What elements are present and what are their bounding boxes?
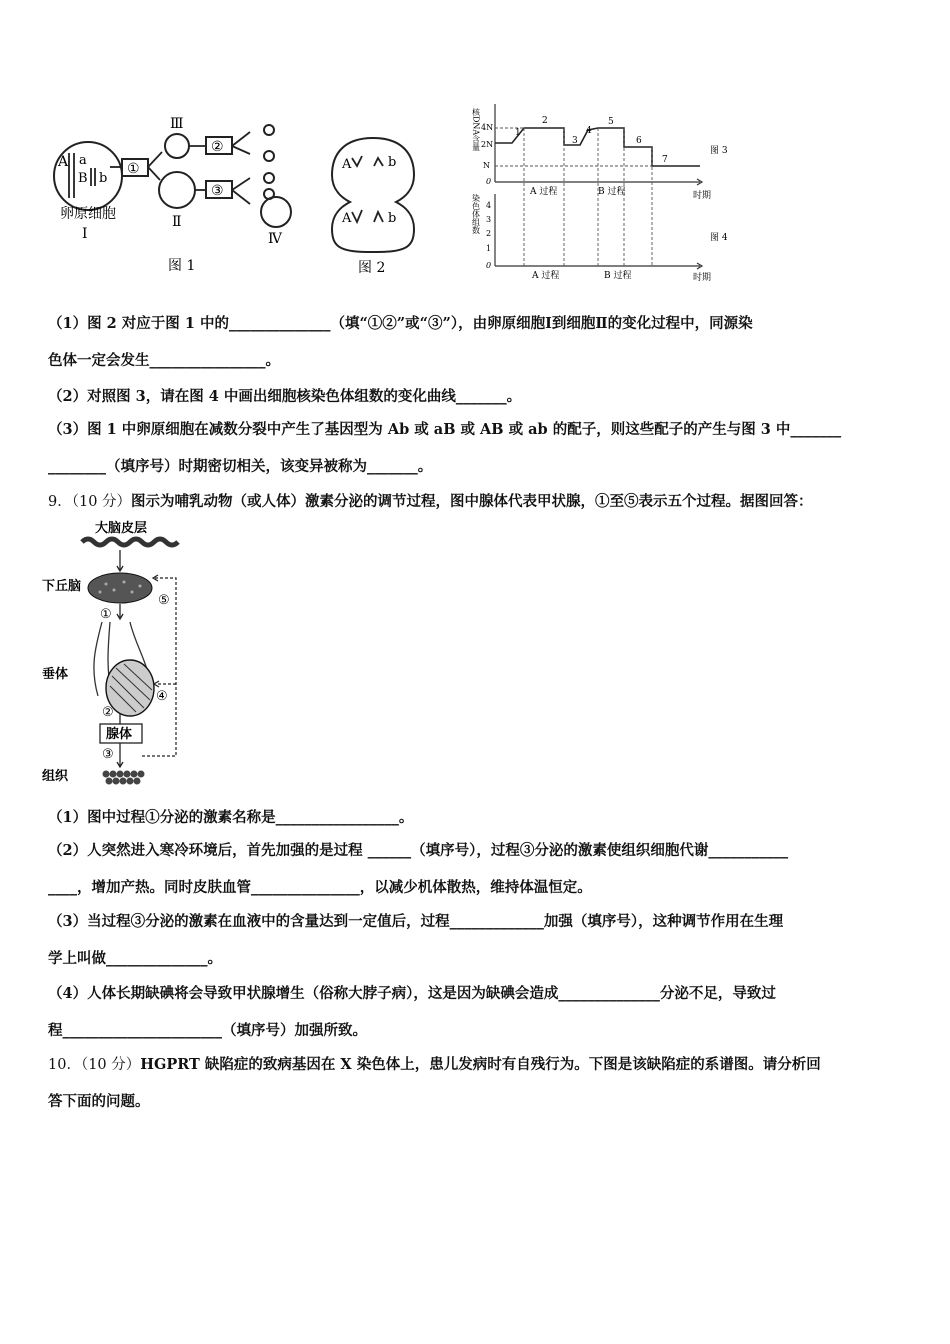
stage-label: 5 [608,117,614,127]
fig2-b-bottom: b [388,211,397,226]
cell-3 [165,134,189,158]
fig3-ytick: 4N [481,123,494,132]
stage-label: 2 [542,116,548,126]
allele-B: B [78,171,88,186]
allele-a: a [79,153,87,168]
fig4-processB: B 过程 [604,271,632,281]
step-2: ② [211,139,224,155]
q8-part3-line2: ________（填序号）时期密切相关，该变异被称为_______。 [48,458,433,475]
stage-label: 7 [662,155,668,165]
q10-stem-line1 [48,1053,821,1074]
cell-2 [159,172,195,208]
oogonium-label: 卵原细胞 [60,206,116,222]
dividing-cell [332,138,414,252]
hypothalamus [88,573,152,603]
stage-label: 6 [636,136,642,146]
process-3-label: ③ [102,747,114,762]
q9-stem-text: 图示为哺乳动物（或人体）激素分泌的调节过程，图中腺体代表甲状腺，①至⑤表示五个过程。据图回答： [131,493,813,510]
oogonium-roman: Ⅰ [82,226,88,242]
pituitary-label: 垂体 [42,667,69,682]
fig2-A-bottom: A [342,211,352,226]
roman-2: Ⅱ [172,214,182,230]
figure-2-label: 图 2 [358,260,386,276]
process-2-label: ② [102,705,114,720]
tissue-label: 组织 [42,769,69,784]
allele-b: b [99,171,108,186]
figure-4-label: 图 4 [710,233,728,243]
figure-1-label: 图 1 [168,258,196,274]
q10-stem-line2: 答下面的问题。 [48,1093,150,1110]
fig3-ylabel: 核DNA含量 [471,108,481,152]
process-1-label: ① [100,607,112,622]
stage-label: 3 [572,136,578,146]
fig4-ytick: 1 [486,244,492,253]
hypothalamus-label: 下丘脑 [42,579,82,594]
q10-number: 10．（10 分） [48,1057,141,1073]
fig2-A-top: A [342,157,352,172]
q9-part2-line1: （2）人突然进入寒冷环境后，首先加强的是过程 ______（填序号），过程③分泌的激素使组织细胞代谢___________ [48,842,789,859]
q9-part4-line1: （4）人体长期缺碘将会导致甲状腺增生（俗称大脖子病），这是因为缺碘会造成______________分泌不足，导致过 [48,985,776,1002]
fig4-xlabel: 时期 [693,273,712,283]
fig4-processA: A 过程 [532,271,560,281]
fig3-processB: B 过程 [598,187,626,197]
dna-curve [495,128,700,166]
small-cell [264,173,274,183]
q8-part1-line2: 色体一定会发生________________。 [48,352,280,369]
process-5-label: ⑤ [158,593,170,608]
q9-part3-line2: 学上叫做______________。 [48,950,222,967]
q8-part3-line1: （3）图 1 中卵原细胞在减数分裂中产生了基因型为 Ab 或 aB 或 AB 或 ab 的配子，则这些配子的产生与图 3 中_______ [48,421,842,438]
figure-2 [328,130,418,280]
step-3: ③ [211,183,224,199]
q9-part4-line2: 程______________________（填序号）加强所致。 [48,1022,367,1039]
process-4-label: ④ [156,689,168,704]
stage-label: 1 [515,128,521,138]
allele-A: A [58,154,69,170]
figure-3-4 [470,98,745,283]
fig4-ylabel: 染色体组数 [471,194,481,234]
fig3-ytick: N [483,161,490,170]
roman-4: Ⅳ [268,231,282,247]
q9-part1: （1）图中过程①分泌的激素名称是_________________。 [48,809,414,826]
q9-part3-line1: （3）当过程③分泌的激素在血液中的含量达到一定值后，过程_____________加强（填序号），这种调节作用在生理 [48,913,784,930]
fig4-ytick: 3 [486,215,492,224]
q9-part2-line2: ____，增加产热。同时皮肤血管_______________，以减少机体散热，维持体温恒定。 [48,879,592,896]
fig3-processA: A 过程 [530,187,558,197]
cortex-label: 大脑皮层 [95,521,148,536]
q10-stem-text: HGPRT 缺陷症的致病基因在 X 染色体上，患儿发病时有自残行为。下图是该缺陷症的系谱图。请分析回 [140,1056,821,1073]
figure-1 [50,108,310,283]
figure-5-hormone [40,518,190,788]
cell-4 [261,197,291,227]
q8-part1-line1: （1）图 2 对应于图 1 中的______________（填“①②”或“③”），由卵原细胞Ⅰ到细胞Ⅱ的变化过程中，同源染 [48,315,753,332]
roman-3: Ⅲ [170,116,184,132]
small-cell [264,125,274,135]
fig4-ytick: 2 [486,229,492,238]
fig3-ytick: 2N [481,140,494,149]
fig4-ytick: 0 [486,261,492,270]
fig4-ytick: 4 [486,201,492,210]
q9-number: 9．（10 分） [48,494,132,510]
fig3-xlabel: 时期 [693,191,712,201]
fig2-b-top: b [388,155,397,170]
figure-3-label: 图 3 [710,146,728,156]
gland-label: 腺体 [106,727,133,742]
step-1: ① [127,161,140,177]
fig3-ytick: 0 [486,177,492,186]
stage-label: 4 [586,126,592,136]
q9-stem [48,490,813,511]
cortex-wave [82,539,178,545]
small-cell [264,151,274,161]
q8-part2: （2）对照图 3，请在图 4 中画出细胞核染色体组数的变化曲线_______。 [48,388,522,405]
oogonium-cell [54,142,122,210]
